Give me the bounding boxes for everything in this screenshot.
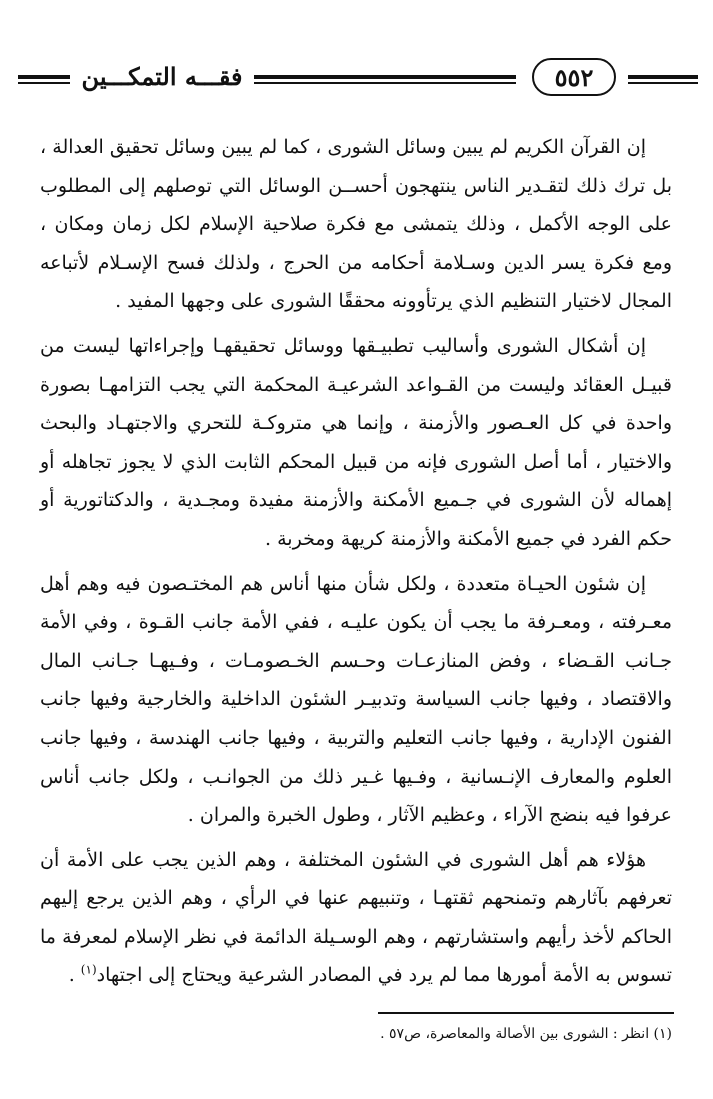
paragraph-1: إن القرآن الكريم لم يبين وسائل الشورى ، كما لم يبين وسائل تحقيق العدالة ، بل ترك ذلك لتقـدير الناس ينتهجون أحســن الوسائل التي توصلهم إلى المطلوب على الوجه الأكمل ، وذلك يتمشى مع فكرة صلاحية الإسلام لكل زمان ومكان ، ومع فكرة يسر الدين وسـلامة أحكامه من الحرج ، ولذلك فسح الإسـلام لأتباعه المجال لاختيار التنظيم الذي يرتأوونه محققًا الشورى على وجهها المفيد .: [40, 136, 672, 313]
header-rule-left: [18, 75, 70, 84]
footnote: (١) انظر : الشورى بين الأصالة والمعاصرة، ص٥٧ .: [380, 1026, 672, 1042]
paragraph-3: إن شئون الحيـاة متعددة ، ولكل شأن منها أناس هم المختـصون فيه وهم أهل معـرفته ، ومعـرفة ما يجب أن يكون عليـه ، ففي الأمة جانب القـوة ، وفي الأمة جـانب القـضاء ، وفض المنازعـات وحـسم الخـصومـات ، وفـيهـا جـانب المال والاقتصاد ، وفيها جانب السياسة وتدبيـر الشئون الداخلية والخارجية وفيها جانب الفنون الإدارية ، وفيها جانب التعليم والتربية ، وفيها جانب الهندسة ، وفيها جانب العلوم والمعارف الإنـسانية ، وفـيها غـير ذلك من الجوانـب ، ولكل جانب أناس عرفوا فيه بنضج الآراء ، وعظيم الآثار ، وطول الخبرة والمران .: [40, 572, 672, 827]
paragraph-4: [40, 841, 672, 995]
footnote-reference[interactable]: (١): [80, 963, 97, 978]
header-rule-middle: [254, 75, 516, 84]
page-number: ٥٥٢: [554, 62, 594, 92]
page-number-badge: [532, 58, 616, 96]
paragraph-2: إن أشكال الشورى وأساليب تطبيـقها ووسائل تحقيقهـا وإجراءاتها ليست من قبيـل العقائد وليست من القـواعد الشرعيـة المحكمة التي يجب التزامهـا بصورة واحدة في كل العـصور والأزمنة ، وإنما هي متروكـة للتحري والاجتهـاد والبحث والاختيار ، أما أصل الشورى فإنه من قبيل المحكم الثابت الذي لا يجوز تجاهله أو إهماله لأن الشورى في جـميع الأمكنة والأزمنة مفيدة ومجـدية ، والدكتاتورية أو حكم الفرد في جميع الأمكنة والأزمنة كريهة ومخربة .: [40, 334, 672, 550]
running-title: فقـــه التمكـــين: [81, 62, 243, 91]
body-text: [40, 128, 672, 995]
footnote-separator: [378, 1012, 674, 1014]
paragraph-4-text: هؤلاء هم أهل الشورى في الشئون المختلفة ، وهم الذين يجب على الأمة أن تعرفهم بآثارهم وتمنحهم ثقتهـا ، وتنبيهم عنها في الرأي ، وهم الذين يرجع إليهم الحاكم لأخذ رأيهم واستشارتهم ، وهم الوسـيلة الدائمة في نظر الإسلام لمعرفة ما تسوس به الأمة أمورها مما لم يرد في المصادر الشرعية ويحتاج إلى اجتهاد: [40, 848, 672, 987]
paragraph-4-period: .: [68, 964, 75, 987]
header-rule-right: [628, 75, 698, 84]
page-header: [18, 56, 698, 102]
